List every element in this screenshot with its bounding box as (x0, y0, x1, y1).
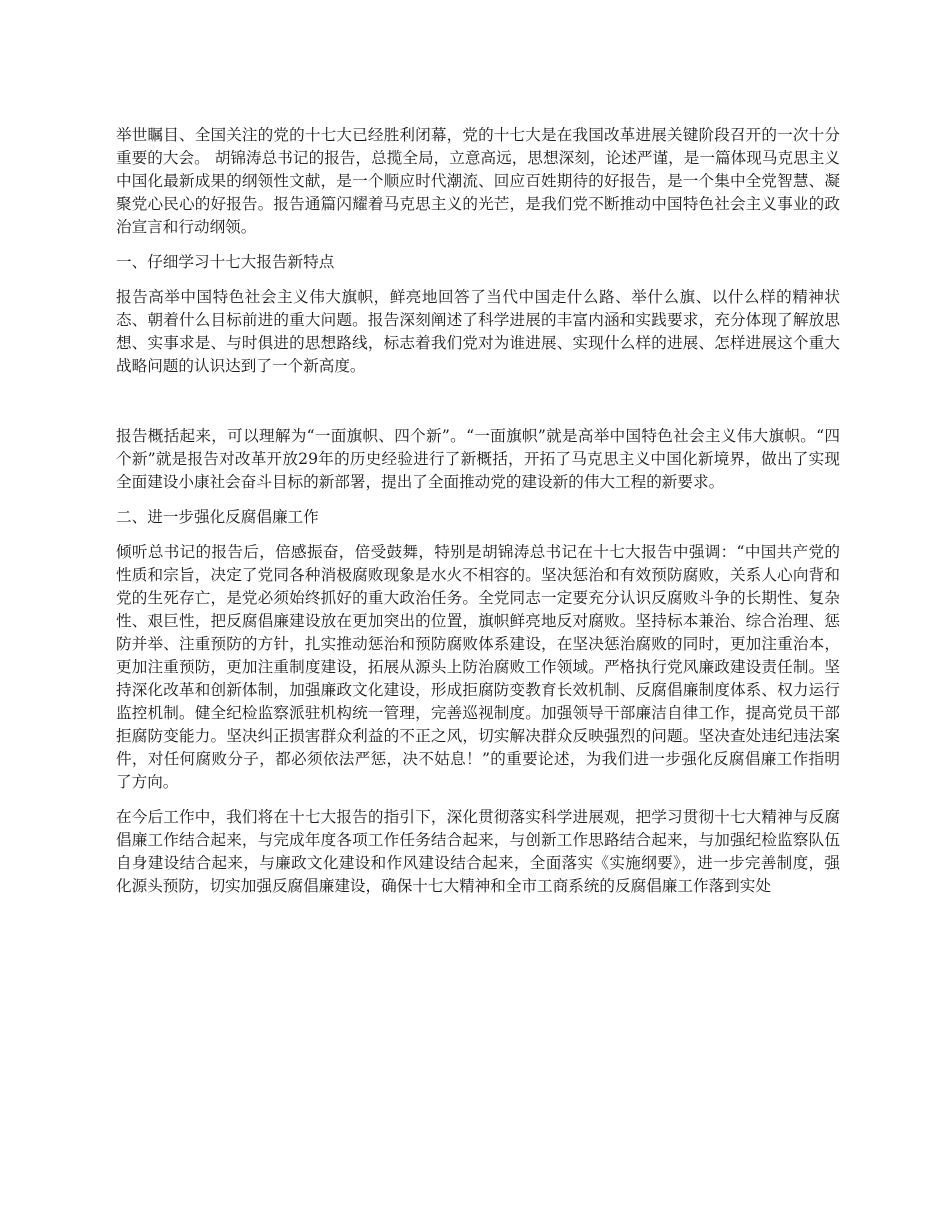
section-heading-1: 一、仔细学习十七大报告新特点 (116, 253, 335, 271)
section-1-paragraph-1: 报告高举中国特色社会主义伟大旗帜，鲜亮地回答了当代中国走什么路、举什么旗、以什么样的精神状态、朝着什么目标前进的重大问题。报告深刻阐述了科学进展的丰富内涵和实践要求，充分体现了解放思想、实事求是、与时俱进的思想路线，标志着我们党对为谁进展、实现什么样的进展、怎样进展这个重大战略问题的认识达到了一个新高度。 (116, 288, 840, 375)
document-body (116, 124, 840, 910)
intro-paragraph: 举世瞩目、全国关注的党的十七大已经胜利闭幕，党的十七大是在我国改革进展关键阶段召开的一次十分重要的大会。 胡锦涛总书记的报告，总揽全局，立意高远，思想深刻，论述严谨，是一篇体现马克思主义中国化最新成果的纲领性文献，是一个顺应时代潮流、回应百姓期待的好报告，是一个集中全党智慧、凝聚党心民心的好报告。报告通篇闪耀着马克思主义的光芒，是我们党不断推动中国特色社会主义事业的政治宣言和行动纲领。 (116, 126, 840, 236)
section-2-paragraph-2: 在今后工作中，我们将在十七大报告的指引下，深化贯彻落实科学进展观，把学习贯彻十七大精神与反腐倡廉工作结合起来，与完成年度各项工作任务结合起来，与创新工作思路结合起来，与加强纪检监察队伍自身建设结合起来，与廉政文化建设和作风建设结合起来，全面落实《实施纲要》，进一步完善制度，强化源头预防，切实加强反腐倡廉建设，确保十七大精神和全市工商系统的反腐倡廉工作落到实处 (116, 808, 840, 895)
section-heading-2: 二、进一步强化反腐倡廉工作 (116, 508, 319, 526)
section-2-paragraph-1: 倾听总书记的报告后，倍感振奋，倍受鼓舞，特别是胡锦涛总书记在十七大报告中强调：“中国共产党的性质和宗旨，决定了党同各种消极腐败现象是水火不相容的。坚决惩治和有效预防腐败，关系人心向背和党的生死存亡，是党必须始终抓好的重大政治任务。全党同志一定要充分认识反腐败斗争的长期性、复杂性、艰巨性，把反腐倡廉建设放在更加突出的位置，旗帜鲜亮地反对腐败。坚持标本兼治、综合治理、惩防并举、注重预防的方针，扎实推动惩治和预防腐败体系建设，在坚决惩治腐败的同时，更加注重治本，更加注重预防，更加注重制度建设，拓展从源头上防治腐败工作领域。严格执行党风廉政建设责任制。坚持深化改革和创新体制，加强廉政文化建设，形成拒腐防变教育长效机制、反腐倡廉制度体系、权力运行监控机制。健全纪检监察派驻机构统一管理，完善巡视制度。加强领导干部廉洁自律工作，提高党员干部拒腐防变能力。坚决纠正损害群众利益的不正之风，切实解决群众反映强烈的问题。坚决查处违纪违法案件，对任何腐败分子，都必须依法严惩，决不姑息！”的重要论述，为我们进一步强化反腐倡廉工作指明了方向。 (116, 543, 840, 791)
section-1-paragraph-2: 报告概括起来，可以理解为“一面旗帜、四个新”。“一面旗帜”就是高举中国特色社会主义伟大旗帜。“四个新”就是报告对改革开放29年的历史经验进行了新概括，开拓了马克思主义中国化新境界，做出了实现全面建设小康社会奋斗目标的新部署，提出了全面推动党的建设新的伟大工程的新要求。 (116, 427, 840, 491)
